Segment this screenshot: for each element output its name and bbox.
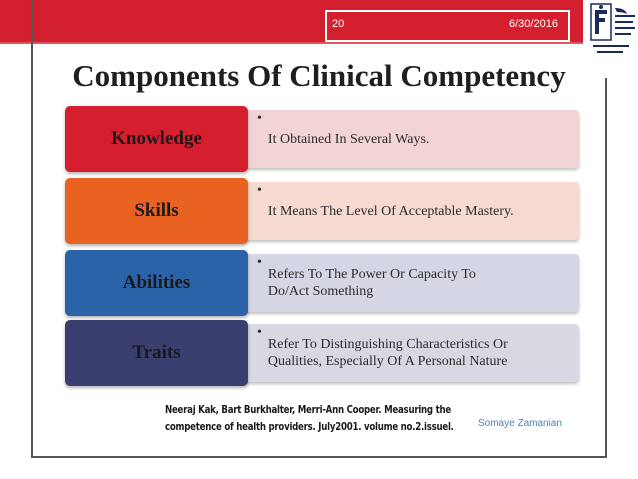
- citation: [165, 402, 454, 436]
- author-name: Somaye Zamanian: [478, 418, 562, 429]
- abilities-description-box: [235, 254, 579, 312]
- bullet-icon: •: [257, 183, 262, 198]
- traits-description-line-2: Qualities, Especially Of A Personal Nature: [267, 354, 508, 369]
- citation-line-2: competence of health providers. July2001. volume no.2.issuel.: [165, 421, 454, 433]
- slide-number: 20: [332, 18, 345, 30]
- competency-row-traits: [65, 320, 579, 386]
- skills-description-box: [235, 182, 579, 240]
- competency-row-abilities: [65, 250, 579, 316]
- skills-label: Skills: [65, 178, 248, 244]
- slide-left-rule: [31, 0, 33, 458]
- knowledge-description-box: [235, 110, 579, 168]
- knowledge-label: Knowledge: [65, 106, 248, 172]
- bullet-icon: •: [257, 255, 262, 270]
- competency-row-skills: [65, 178, 579, 244]
- abilities-label: Abilities: [65, 250, 248, 316]
- slide-title: Components Of Clinical Competency: [72, 58, 566, 93]
- abilities-description-line-2: Do/Act Something: [267, 284, 374, 299]
- bullet-icon: •: [257, 111, 262, 126]
- traits-description-box: [235, 324, 579, 382]
- traits-label: Traits: [65, 320, 248, 386]
- slide-date: 6/30/2016: [509, 18, 558, 30]
- abilities-description-line-1: Refers To The Power Or Capacity To: [267, 267, 476, 282]
- competency-row-knowledge: [65, 106, 579, 172]
- slide-top-rule: [0, 42, 638, 44]
- bullet-icon: •: [257, 325, 262, 340]
- slide-bottom-rule: [31, 456, 607, 458]
- traits-description-line-1: Refer To Distinguishing Characteristics Or: [267, 337, 508, 352]
- citation-line-1: Neeraj Kak, Bart Burkhalter, Merri-Ann Cooper. Measuring the: [165, 404, 451, 416]
- skills-description: It Means The Level Of Acceptable Mastery.: [267, 203, 514, 219]
- knowledge-description: It Obtained In Several Ways.: [267, 131, 430, 147]
